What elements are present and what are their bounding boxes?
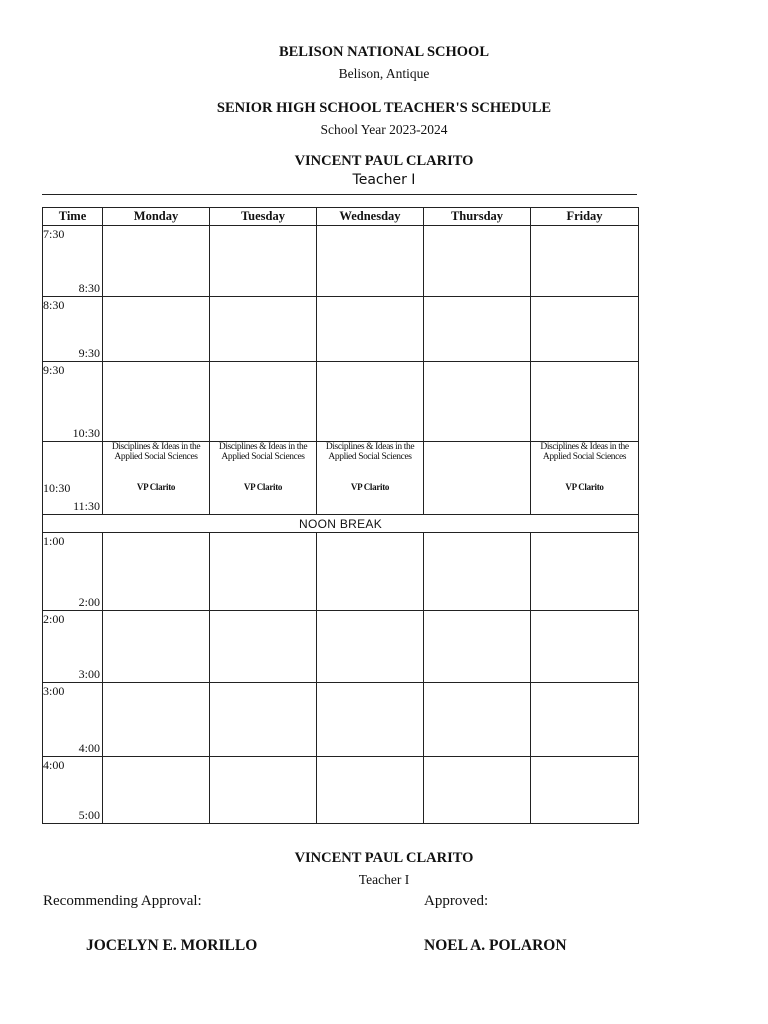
class-cell-monday: [103, 442, 210, 515]
subject-label: Disciplines & Ideas in the Applied Social Sciences: [540, 442, 629, 462]
schedule-table: [42, 207, 639, 824]
schedule-cell: [103, 683, 210, 757]
schedule-cell: [103, 611, 210, 683]
schedule-cell: [317, 611, 424, 683]
table-row: [43, 533, 639, 611]
time-start: 10:30: [43, 481, 71, 495]
table-row: [43, 226, 639, 297]
time-end: 9:30: [78, 346, 100, 360]
schedule-cell: [424, 611, 531, 683]
table-row: [43, 297, 639, 362]
schedule-cell: [103, 297, 210, 362]
column-header-monday: Monday: [103, 208, 210, 226]
time-cell: [43, 533, 103, 611]
schedule-cell: [424, 226, 531, 297]
class-cell-friday: [531, 442, 639, 515]
schedule-cell: [103, 757, 210, 824]
schedule-cell: [317, 533, 424, 611]
time-start: 8:30: [43, 298, 65, 312]
schedule-cell: [424, 297, 531, 362]
time-start: 7:30: [43, 227, 65, 241]
class-teacher: VP Clarito: [243, 482, 283, 492]
schedule-cell: [424, 757, 531, 824]
schedule-cell: [317, 362, 424, 442]
schedule-cell: [531, 362, 639, 442]
school-location: Belison, Antique: [338, 66, 430, 81]
time-start: 2:00: [43, 612, 65, 626]
column-header-friday: Friday: [531, 208, 639, 226]
teacher-name: VINCENT PAUL CLARITO: [294, 153, 474, 169]
noon-break-label: NOON BREAK: [43, 515, 639, 533]
schedule-cell: [103, 362, 210, 442]
time-start: 3:00: [43, 684, 65, 698]
schedule-cell: [317, 226, 424, 297]
schedule-cell: [531, 757, 639, 824]
class-cell-thursday: [424, 442, 531, 515]
class-teacher: VP Clarito: [350, 482, 390, 492]
schedule-cell: [210, 362, 317, 442]
time-end: 11:30: [73, 499, 100, 513]
school-year: School Year 2023-2024: [320, 122, 448, 137]
schedule-cell: [210, 611, 317, 683]
schedule-cell: [317, 683, 424, 757]
schedule-cell: [531, 226, 639, 297]
time-start: 1:00: [43, 534, 65, 548]
schedule-cell: [210, 297, 317, 362]
subject-label: Disciplines & Ideas in the Applied Social Sciences: [325, 442, 415, 462]
schedule-cell: [424, 683, 531, 757]
class-cell-tuesday: [210, 442, 317, 515]
class-teacher: VP Clarito: [136, 482, 176, 492]
class-cell-wednesday: [317, 442, 424, 515]
schedule-cell: [103, 226, 210, 297]
schedule-cell: [531, 683, 639, 757]
class-teacher: VP Clarito: [565, 482, 604, 492]
column-header-wednesday: Wednesday: [317, 208, 424, 226]
time-cell: [43, 297, 103, 362]
time-cell: [43, 757, 103, 824]
time-end: 8:30: [78, 281, 100, 295]
schedule-cell: [210, 757, 317, 824]
subject-label: Disciplines & Ideas in the Applied Social Sciences: [111, 442, 201, 462]
schedule-cell: [531, 611, 639, 683]
table-header-row: [43, 208, 639, 226]
time-start: 4:00: [43, 758, 65, 772]
schedule-title: SENIOR HIGH SCHOOL TEACHER'S SCHEDULE: [216, 100, 552, 116]
time-end: 5:00: [78, 808, 100, 822]
signatory-name: VINCENT PAUL CLARITO: [294, 850, 474, 866]
table-row: [43, 757, 639, 824]
schedule-cell: [531, 297, 639, 362]
schedule-cell: [210, 533, 317, 611]
column-header-time: Time: [43, 208, 103, 226]
teacher-position: Teacher I: [352, 172, 416, 188]
schedule-cell: [424, 362, 531, 442]
table-row: [43, 362, 639, 442]
schedule-cell: [103, 533, 210, 611]
header-divider: [42, 194, 637, 195]
time-cell: [43, 442, 103, 515]
time-end: 10:30: [72, 426, 100, 440]
time-cell: [43, 611, 103, 683]
schedule-cell: [210, 683, 317, 757]
table-row: [43, 442, 639, 515]
recommending-approval-label: Recommending Approval:: [43, 893, 202, 909]
column-header-tuesday: Tuesday: [210, 208, 317, 226]
time-start: 9:30: [43, 363, 65, 377]
time-cell: [43, 683, 103, 757]
time-end: 3:00: [78, 667, 100, 681]
schedule-cell: [210, 226, 317, 297]
signatory-position: Teacher I: [358, 872, 410, 887]
recommending-approver-name: JOCELYN E. MORILLO: [86, 937, 258, 954]
time-end: 2:00: [78, 595, 100, 609]
time-cell: [43, 362, 103, 442]
subject-label: Disciplines & Ideas in the Applied Social Sciences: [218, 442, 308, 462]
approver-name: NOEL A. POLARON: [424, 937, 567, 954]
column-header-thursday: Thursday: [424, 208, 531, 226]
schedule-cell: [317, 297, 424, 362]
time-cell: [43, 226, 103, 297]
time-end: 4:00: [78, 741, 100, 755]
table-row: [43, 611, 639, 683]
noon-break-row: [43, 515, 639, 533]
approved-label: Approved:: [424, 893, 489, 909]
school-name: BELISON NATIONAL SCHOOL: [278, 44, 490, 60]
schedule-cell: [317, 757, 424, 824]
schedule-cell: [424, 533, 531, 611]
table-row: [43, 683, 639, 757]
schedule-cell: [531, 533, 639, 611]
